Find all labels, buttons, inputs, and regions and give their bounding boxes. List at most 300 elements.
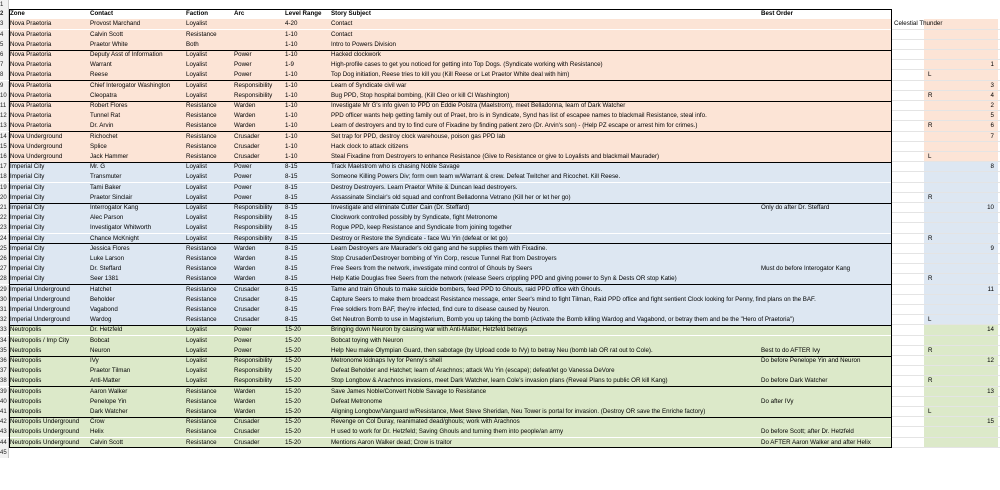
cell-faction[interactable]: Resistance <box>186 30 217 38</box>
cell-arc[interactable]: Crusader <box>234 438 260 446</box>
cell-level[interactable]: 15-20 <box>285 377 301 385</box>
cell-zone[interactable]: Imperial City <box>10 204 45 211</box>
cell-arc[interactable]: Crusader <box>234 132 260 140</box>
cell-arc[interactable]: Crusader <box>234 418 260 426</box>
cell-faction[interactable]: Resistance <box>186 275 217 283</box>
cell-arc[interactable]: Power <box>234 51 252 58</box>
order-number-cell[interactable]: 11 <box>987 285 994 293</box>
cell-level[interactable]: 15-20 <box>285 367 301 375</box>
table-row[interactable] <box>0 254 1000 264</box>
cell-story[interactable]: Metronome kidnaps Ivy for Penny's shell <box>331 357 442 364</box>
header-cell-zone[interactable]: Zone <box>10 10 25 18</box>
cell-level[interactable]: 8-15 <box>285 316 298 324</box>
cell-contact[interactable]: Tami Baker <box>90 183 121 191</box>
cell-arc[interactable]: Crusader <box>234 142 260 150</box>
cell-level[interactable]: 1-10 <box>285 153 298 160</box>
cell-level[interactable]: 1-10 <box>285 142 298 150</box>
cell-zone[interactable]: Neutropolis <box>10 387 42 395</box>
table-row[interactable] <box>0 234 1000 244</box>
order-number-cell[interactable]: 9 <box>990 244 994 252</box>
cell-best[interactable]: Do before Penelope Yin and Neuron <box>761 357 861 364</box>
cell-arc[interactable]: Power <box>234 61 252 69</box>
cell-story[interactable]: Destroy Destroyers. Learn Praetor White & Duncan lead destroyers. <box>331 183 518 191</box>
cell-story[interactable]: Steal Fixadine from Destroyers to enhance Resistance (Give to Resistance or give to Loyalists and blackmail Maurader) <box>331 153 660 160</box>
cell-story[interactable]: Destroy or Restore the Syndicate - face Wu Yin (defeat or let go) <box>331 234 508 242</box>
cell-arc[interactable]: Power <box>234 193 252 201</box>
cell-zone[interactable]: Nova Praetoria <box>10 122 52 130</box>
cell-faction[interactable]: Resistance <box>186 255 217 262</box>
cell-contact[interactable]: Dr. Arvin <box>90 122 114 130</box>
flag-cell[interactable]: R <box>928 377 933 385</box>
table-row[interactable] <box>0 19 1000 29</box>
cell-zone[interactable]: Neutropolis Underground <box>10 438 80 446</box>
cell-faction[interactable]: Resistance <box>186 265 217 273</box>
cell-story[interactable]: Aligning Longbow/Vanguard w/Resistance, Meet Steve Sheridan, Neu Tower is portal for invasion. (Destroy OR save the Enriche factory) <box>331 408 706 415</box>
cell-arc[interactable]: Responsibility <box>234 357 273 364</box>
cell-arc[interactable]: Warden <box>234 265 256 273</box>
cell-level[interactable]: 1-10 <box>285 102 298 109</box>
cell-level[interactable]: 15-20 <box>285 387 301 395</box>
cell-level[interactable]: 1-10 <box>285 51 298 58</box>
cell-contact[interactable]: Warrant <box>90 61 112 69</box>
cell-arc[interactable]: Warden <box>234 387 256 395</box>
cell-story[interactable]: Clockwork controlled possibly by Syndicate, fight Metronome <box>331 214 498 222</box>
cell-faction[interactable]: Resistance <box>186 428 217 436</box>
cell-arc[interactable]: Crusader <box>234 285 260 293</box>
table-row[interactable] <box>0 427 1000 437</box>
cell-zone[interactable]: Imperial City <box>10 214 45 222</box>
table-row[interactable] <box>0 50 1000 60</box>
table-row[interactable] <box>0 172 1000 182</box>
cell-zone[interactable]: Imperial City <box>10 163 45 171</box>
table-row[interactable] <box>0 366 1000 376</box>
cell-story[interactable]: Hacked clockwork <box>331 51 381 58</box>
table-row[interactable] <box>0 336 1000 346</box>
cell-zone[interactable]: Nova Underground <box>10 153 63 160</box>
cell-arc[interactable]: Warden <box>234 112 256 120</box>
cell-zone[interactable]: Neutropolis Underground <box>10 418 80 426</box>
cell-zone[interactable]: Neutropolis <box>10 367 42 375</box>
cell-best[interactable]: Do after IVy <box>761 397 794 405</box>
cell-story[interactable]: Capture Seers to make them broadcast Resistance message, enter Seer's mind to fight Tilman, Raid PPD office and fight sentient Clock looking for Penny, find plans on the BAF. <box>331 295 816 303</box>
flag-cell[interactable]: L <box>928 153 932 160</box>
table-row[interactable] <box>0 387 1000 397</box>
cell-contact[interactable]: Wardog <box>90 316 112 324</box>
cell-zone[interactable]: Nova Praetoria <box>10 91 52 99</box>
cell-arc[interactable]: Warden <box>234 244 256 252</box>
table-row[interactable] <box>0 397 1000 407</box>
cell-faction[interactable]: Loyalist <box>186 173 207 181</box>
cell-zone[interactable]: Imperial City <box>10 183 45 191</box>
cell-zone[interactable]: Nova Praetoria <box>10 61 52 69</box>
cell-faction[interactable]: Resistance <box>186 153 217 160</box>
cell-faction[interactable]: Resistance <box>186 397 217 405</box>
cell-faction[interactable]: Loyalist <box>186 51 207 58</box>
cell-zone[interactable]: Imperial City <box>10 244 45 252</box>
cell-faction[interactable]: Resistance <box>186 285 217 293</box>
cell-story[interactable]: Help Katie Douglas free Seers from the network (release Seers crippling PPD and giving power to Syn & Dests OR stop Katie) <box>331 275 677 283</box>
cell-contact[interactable]: Cleopatra <box>90 91 117 99</box>
cell-zone[interactable]: Nova Praetoria <box>10 30 52 38</box>
order-number-cell[interactable]: 8 <box>990 163 994 171</box>
cell-level[interactable]: 1-10 <box>285 91 298 99</box>
cell-story[interactable]: Defeat Metronome <box>331 397 383 405</box>
cell-zone[interactable]: Imperial City <box>10 193 45 201</box>
cell-story[interactable]: Bug PPD, Stop hospital bombing, (Kill Cleo or kill Cl Washington) <box>331 91 510 99</box>
cell-arc[interactable]: Power <box>234 183 252 191</box>
cell-level[interactable]: 8-15 <box>285 244 298 252</box>
cell-story[interactable]: Learn of Syndicate civil war <box>331 81 407 89</box>
cell-faction[interactable]: Resistance <box>186 408 217 415</box>
cell-best[interactable]: Do before Dark Watcher <box>761 377 828 385</box>
cell-zone[interactable]: Imperial Underground <box>10 285 70 293</box>
table-row[interactable] <box>0 132 1000 142</box>
cell-contact[interactable]: Tunnel Rat <box>90 112 121 120</box>
cell-level[interactable]: 15-20 <box>285 397 301 405</box>
cell-arc[interactable]: Responsibility <box>234 377 273 385</box>
cell-story[interactable]: Revenge on Col Duray, reanimated dead/ghouls; work with Arachnos <box>331 418 520 426</box>
order-number-cell[interactable]: 2 <box>990 102 994 109</box>
cell-faction[interactable]: Resistance <box>186 438 217 446</box>
cell-faction[interactable]: Loyalist <box>186 163 207 171</box>
cell-level[interactable]: 15-20 <box>285 428 301 436</box>
cell-level[interactable]: 8-15 <box>285 163 298 171</box>
cell-faction[interactable]: Loyalist <box>186 357 207 364</box>
cell-story[interactable]: Help Neu make Olympian Guard, then sabotage (by Upload code to IVy) to betray Neu (bomb lab OR rat out to Cole). <box>331 346 653 354</box>
table-row[interactable] <box>0 183 1000 193</box>
cell-contact[interactable]: Reese <box>90 71 108 79</box>
cell-story[interactable]: Tame and train Ghouls to make suicide bombers, feed PPD to Ghouls, raid PPD office with Ghouls. <box>331 285 603 293</box>
cell-arc[interactable]: Crusader <box>234 295 260 303</box>
cell-contact[interactable]: Seer 1381 <box>90 275 119 283</box>
cell-zone[interactable]: Nova Underground <box>10 142 63 150</box>
table-row[interactable] <box>0 315 1000 325</box>
cell-level[interactable]: 1-9 <box>285 61 294 69</box>
table-row[interactable] <box>0 213 1000 223</box>
header-cell-faction[interactable]: Faction <box>186 10 209 18</box>
cell-best[interactable]: Must do before Interogator Kang <box>761 265 851 273</box>
cell-level[interactable]: 1-10 <box>285 81 298 89</box>
cell-zone[interactable]: Neutropolis <box>10 326 42 334</box>
cell-faction[interactable]: Loyalist <box>186 326 207 334</box>
table-row[interactable] <box>0 203 1000 213</box>
cell-story[interactable]: Free Seers from the network, investigate mind control of Ghouls by Seers <box>331 265 533 273</box>
cell-arc[interactable]: Power <box>234 326 252 334</box>
cell-faction[interactable]: Resistance <box>186 142 217 150</box>
cell-zone[interactable]: Neutropolis / Imp City <box>10 336 70 344</box>
cell-faction[interactable]: Loyalist <box>186 377 207 385</box>
cell-faction[interactable]: Loyalist <box>186 81 207 89</box>
cell-arc[interactable]: Power <box>234 163 252 171</box>
cell-story[interactable]: Intro to Powers Division <box>331 40 396 48</box>
cell-zone[interactable]: Nova Underground <box>10 132 63 140</box>
cell-level[interactable]: 8-15 <box>285 214 298 222</box>
cell-best[interactable]: Best to do AFTER Ivy <box>761 346 821 354</box>
flag-cell[interactable]: R <box>928 275 933 283</box>
cell-story[interactable]: Track Maelstrom who is chasing Noble Savage <box>331 163 460 171</box>
cell-level[interactable]: 15-20 <box>285 438 301 446</box>
cell-story[interactable]: Learn of destroyers and try to find cure of Fixadine by finding patient zero (Dr. Arvin's son) - (Help PZ escape or arrest him for crimes.) <box>331 122 698 130</box>
cell-zone[interactable]: Neutropolis Underground <box>10 428 80 436</box>
cell-arc[interactable]: Warden <box>234 397 256 405</box>
cell-faction[interactable]: Resistance <box>186 418 217 426</box>
cell-contact[interactable]: Anti-Matter <box>90 377 121 385</box>
cell-contact[interactable]: Praetor White <box>90 40 128 48</box>
flag-cell[interactable]: L <box>928 71 932 79</box>
cell-zone[interactable]: Imperial Underground <box>10 295 70 303</box>
table-row[interactable] <box>0 244 1000 254</box>
cell-faction[interactable]: Resistance <box>186 122 217 130</box>
flag-cell[interactable]: R <box>928 122 933 130</box>
cell-faction[interactable]: Loyalist <box>186 224 207 232</box>
cell-story[interactable]: Someone Killing Powers Div; form own team w/Warrant & crew. Defeat Twitcher and Ricochet. Kill Reese. <box>331 173 621 181</box>
cell-contact[interactable]: Jessica Flores <box>90 244 130 252</box>
cell-zone[interactable]: Imperial City <box>10 265 45 273</box>
order-number-cell[interactable]: 12 <box>987 357 994 364</box>
header-cell-story[interactable]: Story Subject <box>331 10 371 18</box>
cell-story[interactable]: Free soldiers from BAF, they're infected, find cure to disease caused by Neuron. <box>331 306 550 313</box>
cell-faction[interactable]: Loyalist <box>186 61 207 69</box>
cell-faction[interactable]: Loyalist <box>186 204 207 211</box>
order-number-cell[interactable]: 4 <box>990 91 994 99</box>
order-number-cell[interactable]: 14 <box>987 326 994 334</box>
cell-story[interactable]: H used to work for Dr. Hetzfeld; Saving Ghouls and turning them into people/an army <box>331 428 564 436</box>
cell-faction[interactable]: Both <box>186 40 199 48</box>
cell-faction[interactable]: Resistance <box>186 102 217 109</box>
cell-arc[interactable]: Warden <box>234 122 256 130</box>
table-row[interactable] <box>0 162 1000 172</box>
cell-arc[interactable]: Responsibility <box>234 224 273 232</box>
order-number-cell[interactable]: 6 <box>990 122 994 130</box>
cell-story[interactable]: Defeat Beholder and Hatchet; learn of Arachnos; attack Wu Yin (escape); defeat/let go Vanessa DeVore <box>331 367 615 375</box>
cell-level[interactable]: 8-15 <box>285 183 298 191</box>
cell-story[interactable]: Set trap for PPD, destroy clock warehouse, poison gas PPD lab <box>331 132 506 140</box>
flag-cell[interactable]: L <box>928 316 932 324</box>
cell-contact[interactable]: Jack Hammer <box>90 153 129 160</box>
cell-arc[interactable]: Warden <box>234 408 256 415</box>
cell-contact[interactable]: IVy <box>90 357 99 364</box>
cell-faction[interactable]: Resistance <box>186 306 217 313</box>
cell-arc[interactable]: Warden <box>234 275 256 283</box>
cell-contact[interactable]: Penelope Yin <box>90 397 127 405</box>
cell-story[interactable]: High-profile cases to get you noticed for getting into Top Dogs. (Syndicate working with Resistance) <box>331 61 603 69</box>
cell-zone[interactable]: Imperial City <box>10 173 45 181</box>
cell-story[interactable]: Stop Crusader/Destroyer bombing of Yin Corp, rescue Tunnel Rat from Destroyers <box>331 255 557 262</box>
cell-level[interactable]: 8-15 <box>285 173 298 181</box>
table-row[interactable] <box>0 356 1000 366</box>
cell-level[interactable]: 8-15 <box>285 306 298 313</box>
header-cell-level[interactable]: Level Range <box>285 10 322 18</box>
cell-zone[interactable]: Imperial City <box>10 255 45 262</box>
cell-faction[interactable]: Resistance <box>186 132 217 140</box>
flag-cell[interactable]: R <box>928 234 933 242</box>
flag-cell[interactable]: R <box>928 346 933 354</box>
header-cell-contact[interactable]: Contact <box>90 10 114 18</box>
table-row[interactable] <box>0 111 1000 121</box>
cell-faction[interactable]: Loyalist <box>186 20 207 28</box>
cell-contact[interactable]: Interrogator Kang <box>90 204 139 211</box>
cell-story[interactable]: Hack clock to attack citizens <box>331 142 409 150</box>
cell-contact[interactable]: Aaron Walker <box>90 387 128 395</box>
flag-cell[interactable]: L <box>928 408 932 415</box>
cell-contact[interactable]: Praetor Sinclair <box>90 193 133 201</box>
cell-zone[interactable]: Nova Praetoria <box>10 20 52 28</box>
cell-level[interactable]: 8-15 <box>285 234 298 242</box>
cell-contact[interactable]: Provost Marchand <box>90 20 141 28</box>
cell-contact[interactable]: Helix <box>90 428 104 436</box>
cell-contact[interactable]: Chief Interogator Washington <box>90 81 171 89</box>
cell-arc[interactable]: Responsibility <box>234 214 273 222</box>
cell-best[interactable]: Do AFTER Aaron Walker and after Helix <box>761 438 871 446</box>
cell-faction[interactable]: Resistance <box>186 244 217 252</box>
table-row[interactable] <box>0 285 1000 295</box>
cell-level[interactable]: 15-20 <box>285 357 301 364</box>
cell-zone[interactable]: Imperial Underground <box>10 306 70 313</box>
cell-zone[interactable]: Nova Praetoria <box>10 51 52 58</box>
cell-level[interactable]: 1-10 <box>285 40 298 48</box>
table-row[interactable] <box>0 101 1000 111</box>
cell-arc[interactable]: Responsibility <box>234 81 273 89</box>
cell-arc[interactable]: Warden <box>234 102 256 109</box>
order-number-cell[interactable]: 10 <box>987 204 994 211</box>
table-row[interactable] <box>0 60 1000 70</box>
table-row[interactable] <box>0 152 1000 162</box>
cell-level[interactable]: 8-15 <box>285 224 298 232</box>
cell-story[interactable]: Learn Destroyers are Maurader's old gang and he supplies them with Fixadine. <box>331 244 548 252</box>
cell-level[interactable]: 8-15 <box>285 285 298 293</box>
cell-contact[interactable]: Bobcat <box>90 336 110 344</box>
cell-arc[interactable]: Responsibility <box>234 91 273 99</box>
cell-story[interactable]: Top Dog initiation, Reese tries to kill you (Kill Reese or Let Praetor White deal with him) <box>331 71 570 79</box>
cell-level[interactable]: 8-15 <box>285 204 298 211</box>
cell-faction[interactable]: Loyalist <box>186 193 207 201</box>
cell-story[interactable]: Save James Noble/Convert Noble Savage to Resistance <box>331 387 487 395</box>
cell-level[interactable]: 1-10 <box>285 132 298 140</box>
cell-story[interactable]: Investigate Mr G's info given to PPD on Eddie Polstra (Maelstrom), meet Belladonna, learn of Dark Watcher <box>331 102 626 109</box>
cell-level[interactable]: 15-20 <box>285 326 301 334</box>
cell-zone[interactable]: Imperial Underground <box>10 316 70 324</box>
cell-story[interactable]: Stop Longbow & Arachnos invasions, meet Dark Watcher, learn Cole's invasion plans (Reveal Plans to public OR kill Kang) <box>331 377 668 385</box>
table-row[interactable] <box>0 264 1000 274</box>
cell-level[interactable]: 1-10 <box>285 112 298 120</box>
table-row[interactable] <box>0 438 1000 448</box>
cell-contact[interactable]: Neuron <box>90 346 111 354</box>
order-number-cell[interactable]: 7 <box>990 132 994 140</box>
cell-contact[interactable]: Transmuter <box>90 173 122 181</box>
header-cell-best[interactable]: Best Order <box>761 10 793 18</box>
cell-arc[interactable]: Power <box>234 346 252 354</box>
cell-contact[interactable]: Richochet <box>90 132 118 140</box>
cell-contact[interactable]: Mr. G <box>90 163 106 171</box>
cell-level[interactable]: 1-10 <box>285 71 298 79</box>
cell-level[interactable]: 15-20 <box>285 408 301 415</box>
cell-contact[interactable]: Dr. Steffard <box>90 265 122 273</box>
cell-contact[interactable]: Splice <box>90 142 107 150</box>
cell-contact[interactable]: Dark Watcher <box>90 408 128 415</box>
cell-story[interactable]: Get Neutron Bomb to use in Magisterium, Bomb you up taking the bomb (Activate the Bomb killing Wardog and Vagabond, or betray them and be the "Hero of Praetoria") <box>331 316 795 324</box>
cell-level[interactable]: 8-15 <box>285 193 298 201</box>
cell-contact[interactable]: Dr. Hetzfeld <box>90 326 123 334</box>
cell-level[interactable]: 8-15 <box>285 255 298 262</box>
cell-arc[interactable]: Power <box>234 71 252 79</box>
table-row[interactable] <box>0 223 1000 233</box>
cell-contact[interactable]: Vagabond <box>90 306 118 313</box>
table-row[interactable] <box>0 346 1000 356</box>
cell-story[interactable]: PPD officer wants help getting family out of Praet, bro is in Syndicate, Synd has list of escapee names to blackmail Resistance, steal info. <box>331 112 707 120</box>
cell-story[interactable]: Mentions Aaron Walker dead; Crow is traitor <box>331 438 452 446</box>
cell-arc[interactable]: Power <box>234 336 252 344</box>
cell-story[interactable]: Assassinate Sinclair's old squad and confront Belladonna Vetrano (Kill her or let her go) <box>331 193 571 201</box>
cell-contact[interactable]: Calvin Scott <box>90 30 124 38</box>
cell-contact[interactable]: Praetor Tilman <box>90 367 131 375</box>
cell-arc[interactable]: Warden <box>234 255 256 262</box>
cell-zone[interactable]: Nova Praetoria <box>10 71 52 79</box>
cell-contact[interactable]: Luke Larson <box>90 255 125 262</box>
cell-contact[interactable]: Robert Flores <box>90 102 128 109</box>
cell-level[interactable]: 8-15 <box>285 265 298 273</box>
cell-faction[interactable]: Loyalist <box>186 91 207 99</box>
cell-zone[interactable]: Imperial City <box>10 234 45 242</box>
cell-story[interactable]: Bobcat toying with Neuron <box>331 336 404 344</box>
order-number-cell[interactable]: 13 <box>987 387 994 395</box>
cell-contact[interactable]: Beholder <box>90 295 115 303</box>
cell-zone[interactable]: Nova Praetoria <box>10 102 52 109</box>
table-row[interactable] <box>0 91 1000 101</box>
cell-contact[interactable]: Alec Parson <box>90 214 124 222</box>
table-row[interactable] <box>0 305 1000 315</box>
cell-zone[interactable]: Neutropolis <box>10 357 42 364</box>
cell-faction[interactable]: Loyalist <box>186 367 207 375</box>
cell-contact[interactable]: Calvin Scott <box>90 438 124 446</box>
cell-faction[interactable]: Loyalist <box>186 336 207 344</box>
cell-story[interactable]: Investigate and eliminate Cutter Cain (Dr. Steffard) <box>331 204 470 211</box>
cell-level[interactable]: 1-10 <box>285 122 298 130</box>
order-number-cell[interactable]: 5 <box>990 112 994 120</box>
cell-zone[interactable]: Neutropolis <box>10 377 42 385</box>
table-row[interactable] <box>0 121 1000 131</box>
cell-contact[interactable]: Hatchet <box>90 285 112 293</box>
cell-zone[interactable]: Neutropolis <box>10 397 42 405</box>
cell-level[interactable]: 15-20 <box>285 418 301 426</box>
cell-arc[interactable]: Responsibility <box>234 367 273 375</box>
cell-contact[interactable]: Chance McKnight <box>90 234 139 242</box>
table-row[interactable] <box>0 274 1000 284</box>
cell-contact[interactable]: Deputy Asst of Information <box>90 51 163 58</box>
cell-faction[interactable]: Resistance <box>186 295 217 303</box>
cell-contact[interactable]: Investigator Whitworth <box>90 224 152 232</box>
cell-faction[interactable]: Loyalist <box>186 214 207 222</box>
cell-arc[interactable]: Crusader <box>234 153 260 160</box>
table-row[interactable] <box>0 70 1000 80</box>
cell-level[interactable]: 15-20 <box>285 336 301 344</box>
cell-level[interactable]: 8-15 <box>285 275 298 283</box>
table-row[interactable] <box>0 325 1000 335</box>
table-row[interactable] <box>0 295 1000 305</box>
table-row[interactable] <box>0 417 1000 427</box>
cell-level[interactable]: 15-20 <box>285 346 301 354</box>
cell-arc[interactable]: Responsibility <box>234 234 273 242</box>
cell-contact[interactable]: Crow <box>90 418 105 426</box>
flag-cell[interactable]: R <box>928 193 933 201</box>
order-number-cell[interactable]: 15 <box>987 418 994 426</box>
cell-arc[interactable]: Crusader <box>234 306 260 313</box>
cell-arc[interactable]: Power <box>234 173 252 181</box>
cell-zone[interactable]: Imperial City <box>10 275 45 283</box>
cell-level[interactable]: 1-10 <box>285 30 298 38</box>
order-number-cell[interactable]: 3 <box>990 81 994 89</box>
cell-arc[interactable]: Crusader <box>234 316 260 324</box>
flag-cell[interactable]: R <box>928 91 933 99</box>
